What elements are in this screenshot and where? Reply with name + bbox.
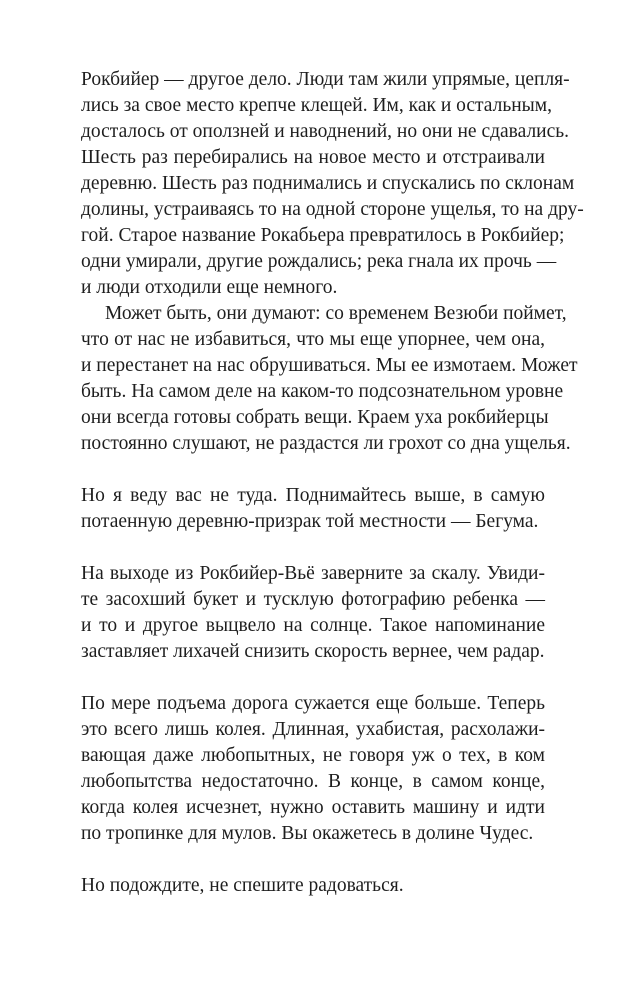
text-line: деревню. Шесть раз поднимались и спускались по склонам [81, 173, 575, 194]
text-line: лись за свое место крепче клещей. Им, как и остальным, [81, 95, 552, 116]
text-line: и люди отходили еще немного. [81, 277, 338, 298]
text-line: одни умирали, другие рождались; река гнала их прочь — [81, 251, 557, 272]
paragraph [81, 67, 584, 301]
text-line: заставляет лихачей снизить скорость вернее, чем радар. [81, 641, 545, 662]
book-page-text [81, 67, 584, 899]
paragraph [81, 873, 545, 899]
text-line: это всего лишь колея. Длинная, ухабистая, расхолажи- [81, 719, 545, 740]
text-line: гой. Старое название Рокабьера превратилось в Рокбийер; [81, 225, 565, 246]
paragraph [81, 691, 545, 847]
text-line: потаенную деревню-призрак той местности — Бегума. [81, 511, 539, 532]
text-line: Рокбийер — другое дело. Люди там жили упрямые, цепля- [81, 69, 570, 90]
text-line: что от нас не избавиться, что мы еще упорнее, чем она, [81, 329, 545, 350]
text-line: когда колея исчезнет, нужно оставить машину и идти [81, 797, 545, 818]
text-line: постоянно слушают, не раздастся ли грохот со дна ущелья. [81, 433, 571, 454]
text-line: По мере подъема дорога сужается еще больше. Теперь [81, 693, 545, 714]
text-line: Шесть раз перебирались на новое место и отстраивали [81, 147, 545, 168]
text-line: они всегда готовы собрать вещи. Краем уха рокбийерцы [81, 407, 549, 428]
paragraph [81, 301, 578, 457]
paragraph [81, 561, 545, 665]
text-line: любопытства недостаточно. В конце, в самом конце, [81, 771, 545, 792]
text-line: по тропинке для мулов. Вы окажетесь в долине Чудес. [81, 823, 534, 844]
text-line: долины, устраиваясь то на одной стороне ущелья, то на дру- [81, 199, 584, 220]
paragraph [81, 483, 545, 535]
text-line: и то и другое выцвело на солнце. Такое напоминание [81, 615, 545, 636]
text-line: вающая даже любопытных, не говоря уж о тех, в ком [81, 745, 545, 766]
text-line: быть. На самом деле на каком-то подсознательном уровне [81, 381, 564, 402]
text-line: Но я веду вас не туда. Поднимайтесь выше, в самую [81, 485, 545, 506]
text-line: те засохший букет и тусклую фотографию ребенка — [81, 589, 545, 610]
text-line: Может быть, они думают: со временем Везюби поймет, [105, 303, 567, 324]
text-line: Но подождите, не спешите радоваться. [81, 875, 404, 896]
text-line: и перестанет на нас обрушиваться. Мы ее измотаем. Может [81, 355, 578, 376]
text-line: досталось от оползней и наводнений, но они не сдавались. [81, 121, 570, 142]
text-line: На выходе из Рокбийер-Вьё заверните за скалу. Увиди- [81, 563, 545, 584]
